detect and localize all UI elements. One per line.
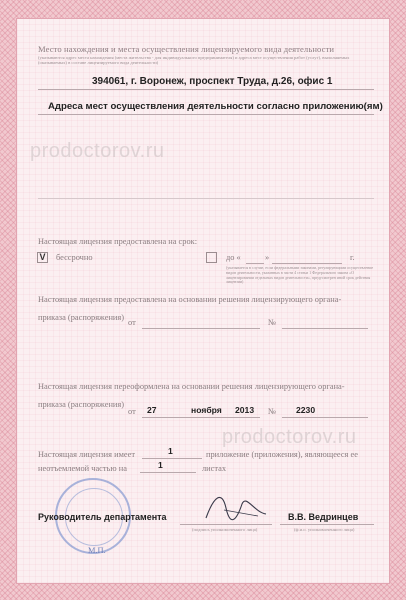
reissue-year: 2013 xyxy=(235,405,255,415)
blank-line-1 xyxy=(38,198,374,199)
stamp-label: М.П. xyxy=(88,546,106,555)
until-month-line xyxy=(272,263,342,264)
basis-number-line xyxy=(282,328,368,329)
signature-position: Руководитель департамента xyxy=(38,512,167,522)
appendix-sheets: 1 xyxy=(158,460,163,470)
until-checkbox[interactable] xyxy=(206,252,217,263)
handwritten-signature xyxy=(196,486,276,526)
name-line xyxy=(280,524,374,525)
basis-line1: Настоящая лицензия предоставлена на основании решения лицензирующего органа- xyxy=(38,295,342,304)
basis-number-sign: № xyxy=(268,318,276,327)
until-mid: » xyxy=(265,253,270,262)
reissue-line1: Настоящая лицензия переоформлена на основании решения лицензирующего органа- xyxy=(38,382,345,391)
until-day-line xyxy=(246,263,264,264)
unlimited-label: бессрочно xyxy=(56,253,93,262)
header-note: (указываются адрес места нахождения (места жительства - для индивидуального предпринимателя) и адреса мест осуществления работ (услуг), выполняемых (оказываемых) в составе лицензируемого вида деятельности) xyxy=(38,55,350,66)
unlimited-checkbox[interactable]: V xyxy=(37,252,48,263)
appendix-line1-start: Настоящая лицензия имеет xyxy=(38,450,135,459)
appendix-note-line xyxy=(38,114,374,115)
reissue-month: ноября xyxy=(191,405,222,415)
watermark-bottom: prodoctorov.ru xyxy=(222,426,357,448)
reissue-number-line xyxy=(282,417,368,418)
signature-name: В.В. Ведринцев xyxy=(288,512,359,522)
term-label: Настоящая лицензия предоставлена на срок: xyxy=(38,237,198,246)
signature-line xyxy=(180,524,272,525)
reissue-date-line xyxy=(142,417,260,418)
until-year-suffix: г. xyxy=(350,253,355,262)
signature-note: (подпись уполномоченного лица) xyxy=(192,527,258,532)
appendix-count-line xyxy=(142,458,202,459)
appendix-line2-start: неотъемлемой частью на xyxy=(38,464,127,473)
reissue-from: от xyxy=(128,407,136,416)
watermark-top: prodoctorov.ru xyxy=(30,140,165,162)
appendix-note-text: Адреса мест осуществления деятельности согласно приложению(ям) xyxy=(48,101,383,112)
appendix-line1-end: приложение (приложения), являющееся ее xyxy=(206,450,358,459)
header-title: Место нахождения и места осуществления лицензируемого вида деятельности xyxy=(38,44,335,54)
reissue-day: 27 xyxy=(147,405,157,415)
basis-date-line xyxy=(142,328,260,329)
reissue-line2: приказа (распоряжения) xyxy=(38,400,125,409)
term-note: (указывается в случае, если федеральными законами, регулирующими осуществление видов деятельности, указанных в части 4 статьи 1 Федерального закона «О лицензировании отдельных видов деятельности», предусмотрен иной срок действия лицензии) xyxy=(226,265,374,285)
appendix-sheets-line xyxy=(140,472,196,473)
appendix-count: 1 xyxy=(168,446,173,456)
address-text: 394061, г. Воронеж, проспект Труда, д.26, офис 1 xyxy=(92,76,333,87)
name-note: (ф.и.о. уполномоченного лица) xyxy=(294,527,355,532)
basis-from: от xyxy=(128,318,136,327)
reissue-number-sign: № xyxy=(268,407,276,416)
reissue-number: 2230 xyxy=(296,405,316,415)
until-label: до « xyxy=(226,253,241,262)
basis-line2: приказа (распоряжения) xyxy=(38,313,125,322)
appendix-line2-end: листах xyxy=(202,464,227,473)
address-line xyxy=(38,89,374,90)
